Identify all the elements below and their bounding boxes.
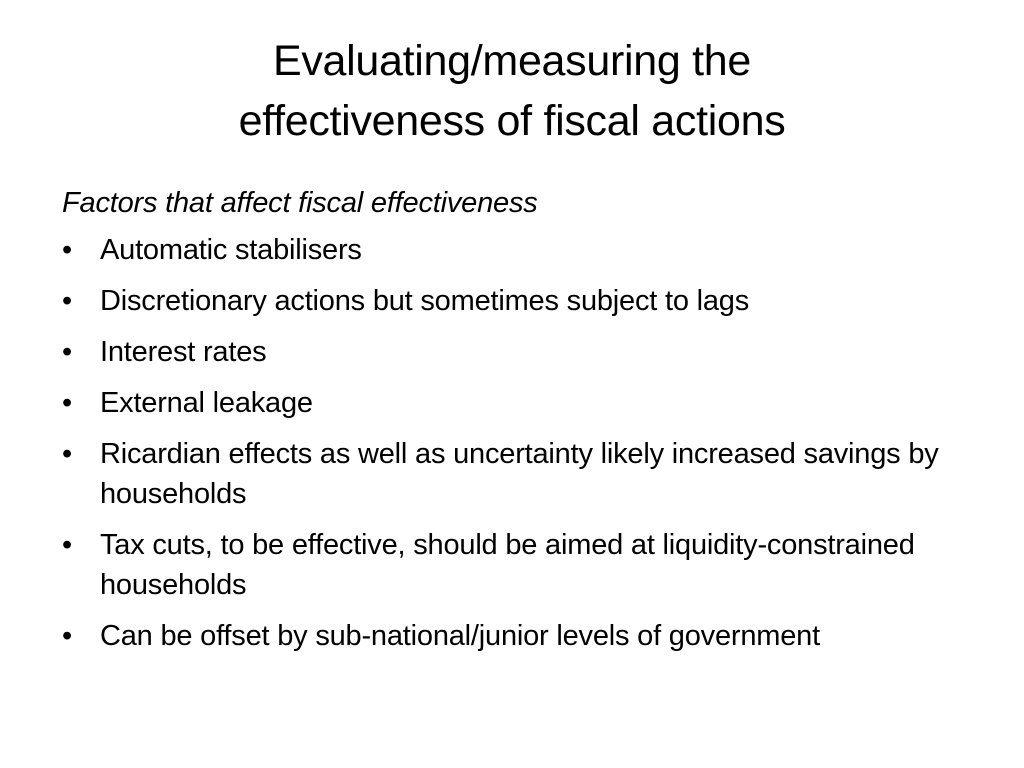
bullet-text: Can be offset by sub-national/junior levels of government bbox=[100, 620, 820, 652]
bullet-item-interest-rates bbox=[62, 332, 1012, 372]
bullet-text: Interest rates bbox=[100, 336, 267, 368]
bullet-list bbox=[62, 230, 1012, 656]
bullet-item-automatic-stabilisers bbox=[62, 230, 1012, 270]
bullet-icon: • bbox=[62, 387, 72, 419]
bullet-icon: • bbox=[62, 285, 72, 317]
bullet-text: Automatic stabilisers bbox=[100, 234, 362, 266]
bullet-icon: • bbox=[62, 336, 72, 368]
slide-title bbox=[40, 31, 984, 151]
bullet-text: Discretionary actions but sometimes subject to lags bbox=[100, 285, 750, 317]
bullet-text: External leakage bbox=[100, 387, 313, 419]
bullet-item-external-leakage bbox=[62, 383, 1012, 423]
bullet-icon: • bbox=[62, 234, 72, 266]
bullet-icon: • bbox=[62, 529, 72, 561]
bullet-text: Tax cuts, to be effective, should be aimed at liquidity-constrained households bbox=[100, 529, 915, 601]
bullet-item-ricardian-effects bbox=[62, 434, 1012, 514]
bullet-item-tax-cuts bbox=[62, 525, 1012, 605]
bullet-text: Ricardian effects as well as uncertainty likely increased savings by households bbox=[100, 438, 939, 510]
slide-body bbox=[62, 182, 1012, 667]
bullet-item-sub-national-offset bbox=[62, 616, 1012, 656]
title-line-2: effectiveness of fiscal actions bbox=[238, 96, 786, 145]
bullet-icon: • bbox=[62, 438, 72, 470]
subheading: Factors that affect fiscal effectiveness bbox=[62, 187, 538, 219]
title-line-1: Evaluating/measuring the bbox=[272, 36, 752, 85]
bullet-item-discretionary-actions bbox=[62, 281, 1012, 321]
bullet-icon: • bbox=[62, 620, 72, 652]
